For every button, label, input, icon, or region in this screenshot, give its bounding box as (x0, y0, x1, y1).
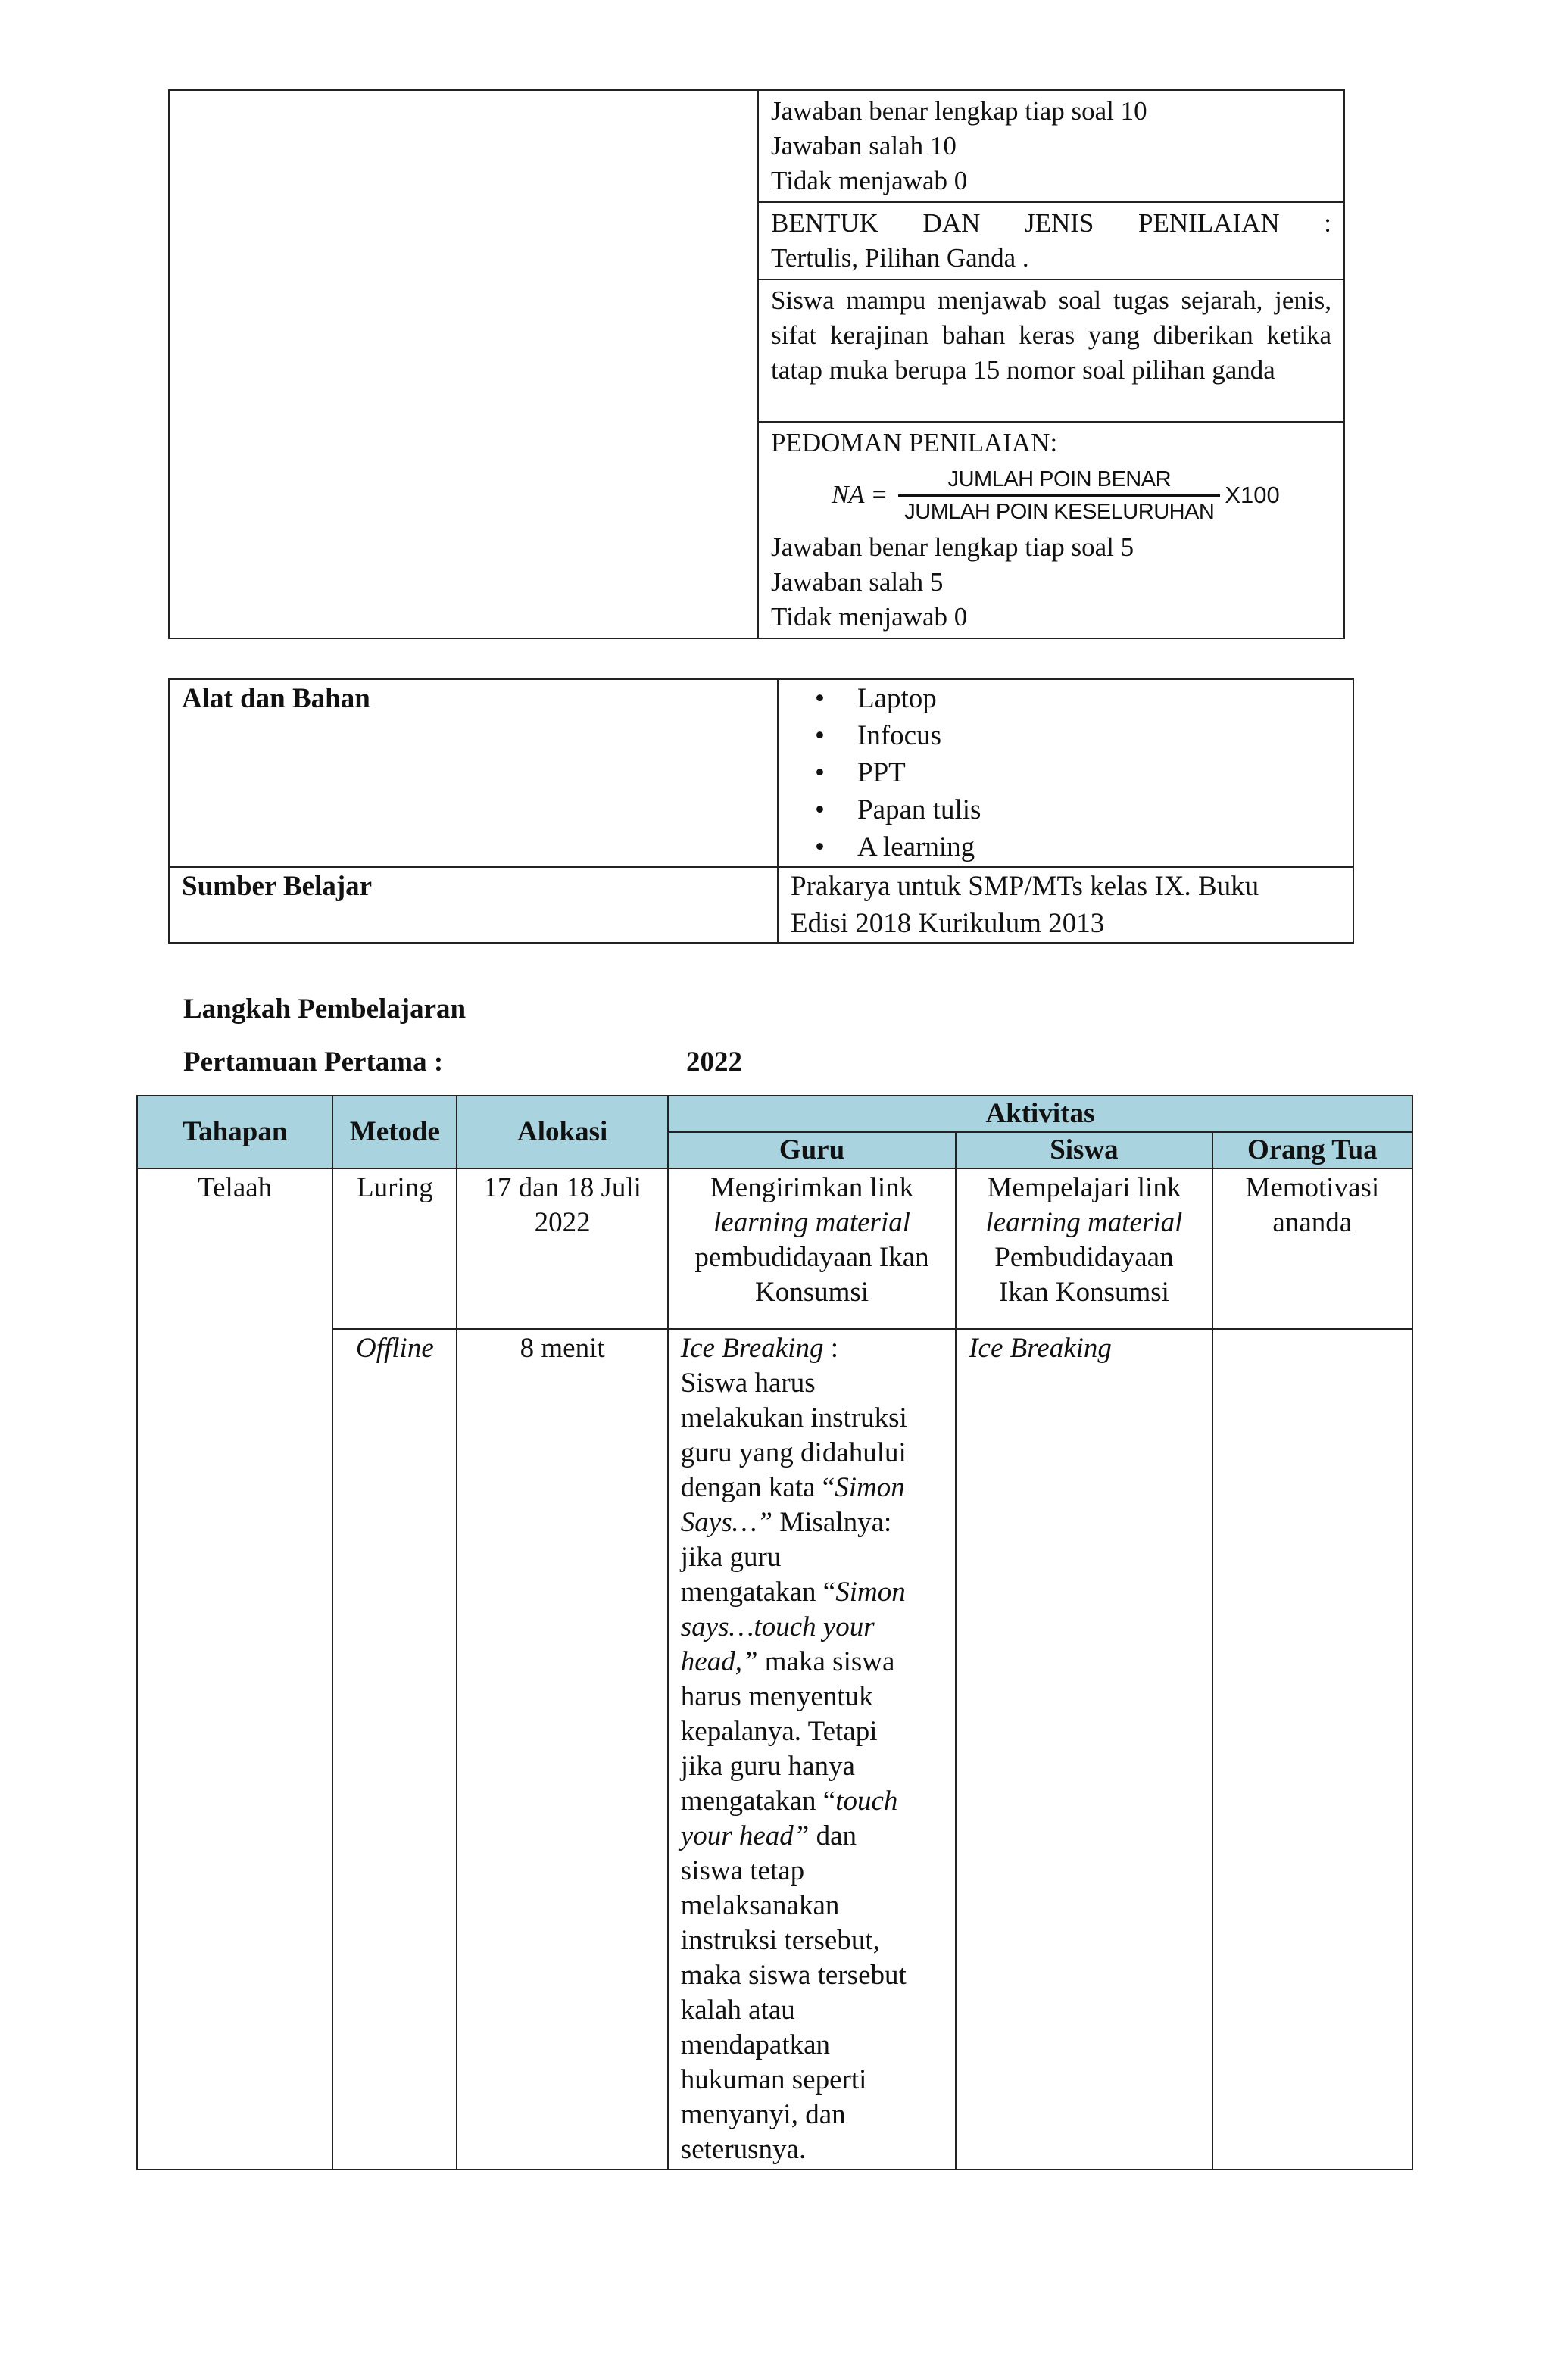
score-formula (832, 460, 1331, 530)
assessment-type-value: Tertulis, Pilihan Ganda . (771, 243, 1029, 273)
assessment-type-title: BENTUK DAN JENIS PENILAIAN : (771, 208, 1331, 238)
guru-line: melakukan instruksi (680, 1402, 907, 1433)
text-span: Simon (835, 1472, 905, 1503)
alokasi-line: 17 dan 18 Juli (483, 1172, 641, 1203)
cell-metode: Offline (332, 1329, 457, 2169)
header-orang-tua: Orang Tua (1212, 1132, 1412, 1168)
assessment-type-cell (758, 202, 1344, 279)
empty-left-cell (169, 90, 758, 638)
guideline-title: PEDOMAN PENILAIAN: (771, 428, 1058, 457)
guru-line: learning material (713, 1207, 911, 1238)
scoring-block-1 (758, 90, 1344, 202)
scoring-line: Jawaban benar lengkap tiap soal 5 (771, 532, 1134, 562)
guru-line: kepalanya. Tetapi (680, 1716, 878, 1747)
task-description-cell: Siswa mampu menjawab soal tugas sejarah, jenis, sifat kerajinan bahan keras yang diberikan ketika tatap muka berupa 15 nomor soal pilihan ganda (758, 279, 1344, 422)
guru-line: Konsumsi (754, 1277, 869, 1308)
cell-alokasi: 8 menit (457, 1329, 667, 2169)
scoring-line: Tidak menjawab 0 (771, 602, 968, 632)
header-alokasi: Alokasi (457, 1096, 667, 1168)
source-line: Edisi 2018 Kurikulum 2013 (791, 908, 1105, 939)
text-span: head,” (680, 1646, 758, 1677)
cell-alokasi (457, 1168, 667, 1329)
guru-line (681, 1819, 943, 1854)
guru-line: maka siswa tersebut (680, 1960, 907, 1991)
guru-line (681, 1645, 943, 1680)
guru-line (681, 1784, 943, 1819)
siswa-line: Pembudidayaan (994, 1242, 1174, 1273)
cell-metode: Luring (332, 1168, 457, 1329)
guru-line: melaksanakan (680, 1890, 840, 1921)
formula-denominator: JUMLAH POIN KESELURUHAN (904, 499, 1215, 524)
guru-line: seterusnya. (680, 2134, 807, 2165)
orang-tua-line: ananda (1272, 1207, 1353, 1238)
resources-table (168, 678, 1354, 944)
text-span: Says…” (680, 1507, 773, 1538)
formula-multiplier: X100 (1225, 482, 1280, 508)
ice-breaking-title: Ice Breaking (680, 1333, 824, 1364)
guru-line: Mengirimkan link (710, 1172, 914, 1203)
guru-line (681, 1505, 943, 1540)
scoring-line: Jawaban salah 5 (771, 567, 944, 597)
scoring-line: Jawaban benar lengkap tiap soal 10 (771, 96, 1147, 126)
guru-line: hukuman seperti (680, 2064, 867, 2095)
guru-line (681, 1471, 943, 1505)
guru-line: jika guru (680, 1542, 782, 1573)
source-cell (778, 867, 1353, 943)
text-span: your head” (680, 1820, 810, 1851)
guru-line: mendapatkan (680, 2029, 831, 2060)
cell-tahapan: Telaah (137, 1168, 332, 2169)
text-span: Simon (835, 1577, 906, 1608)
guru-line (681, 1575, 943, 1610)
source-label: Sumber Belajar (169, 867, 778, 943)
text-span: dengan kata “ (680, 1472, 835, 1503)
cell-siswa (956, 1168, 1212, 1329)
list-item: • Infocus (857, 717, 1340, 754)
guru-line: menyanyi, dan (680, 2099, 846, 2130)
text-span: maka siswa (757, 1646, 895, 1677)
siswa-line: learning material (985, 1207, 1183, 1238)
header-tahapan: Tahapan (137, 1096, 332, 1168)
scoring-table (168, 89, 1345, 639)
source-line: Prakarya untuk SMP/MTs kelas IX. Buku (791, 871, 1259, 902)
header-aktivitas: Aktivitas (668, 1096, 1412, 1132)
guru-line: pembudidayaan Ikan (694, 1242, 929, 1273)
text-span: mengatakan “ (680, 1786, 836, 1817)
text-span: touch (835, 1786, 898, 1817)
grading-guideline-cell (758, 422, 1344, 638)
activity-table (136, 1095, 1413, 2170)
colon: : (823, 1333, 838, 1364)
meeting-label: Pertamuan Pertama : (183, 1047, 444, 1078)
guru-line: jika guru hanya (680, 1751, 855, 1782)
siswa-line: Mempelajari link (987, 1172, 1181, 1203)
formula-fraction (898, 464, 1220, 527)
meeting-year: 2022 (686, 1047, 742, 1078)
tools-label: Alat dan Bahan (169, 679, 778, 867)
steps-heading: Langkah Pembelajaran (183, 993, 467, 1025)
list-item: • PPT (857, 754, 1340, 791)
list-item: • Laptop (857, 680, 1340, 717)
formula-numerator: JUMLAH POIN BENAR (947, 466, 1172, 491)
guru-line: kalah atau (680, 1995, 795, 2026)
guru-line: says…touch your (680, 1611, 875, 1642)
alokasi-line: 2022 (534, 1207, 591, 1238)
guru-line: guru yang didahului (680, 1437, 907, 1468)
guru-line: siswa tetap (680, 1855, 805, 1886)
siswa-line: Ikan Konsumsi (998, 1277, 1169, 1308)
cell-guru-ice-breaking (668, 1329, 956, 2169)
list-item: • A learning (857, 828, 1340, 866)
guru-line: harus menyentuk (680, 1681, 873, 1712)
orang-tua-line: Memotivasi (1245, 1172, 1380, 1203)
header-siswa: Siswa (956, 1132, 1212, 1168)
guru-line (681, 1331, 943, 1366)
formula-lhs: NA = (832, 481, 888, 509)
list-item: • Papan tulis (857, 791, 1340, 828)
tools-list (791, 680, 1340, 866)
text-span: Misalnya: (772, 1507, 892, 1538)
guru-line: instruksi tersebut, (680, 1925, 880, 1956)
text-span: dan (809, 1820, 857, 1851)
scoring-line: Jawaban salah 10 (771, 131, 957, 161)
header-metode: Metode (332, 1096, 457, 1168)
cell-guru (668, 1168, 956, 1329)
cell-orang-tua-empty (1212, 1329, 1412, 2169)
cell-siswa-ice-breaking: Ice Breaking (956, 1329, 1212, 2169)
header-guru: Guru (668, 1132, 956, 1168)
guru-line: Siswa harus (680, 1368, 816, 1399)
cell-orang-tua (1212, 1168, 1412, 1329)
tools-list-cell (778, 679, 1353, 867)
text-span: mengatakan “ (680, 1577, 836, 1608)
scoring-line: Tidak menjawab 0 (771, 166, 968, 195)
